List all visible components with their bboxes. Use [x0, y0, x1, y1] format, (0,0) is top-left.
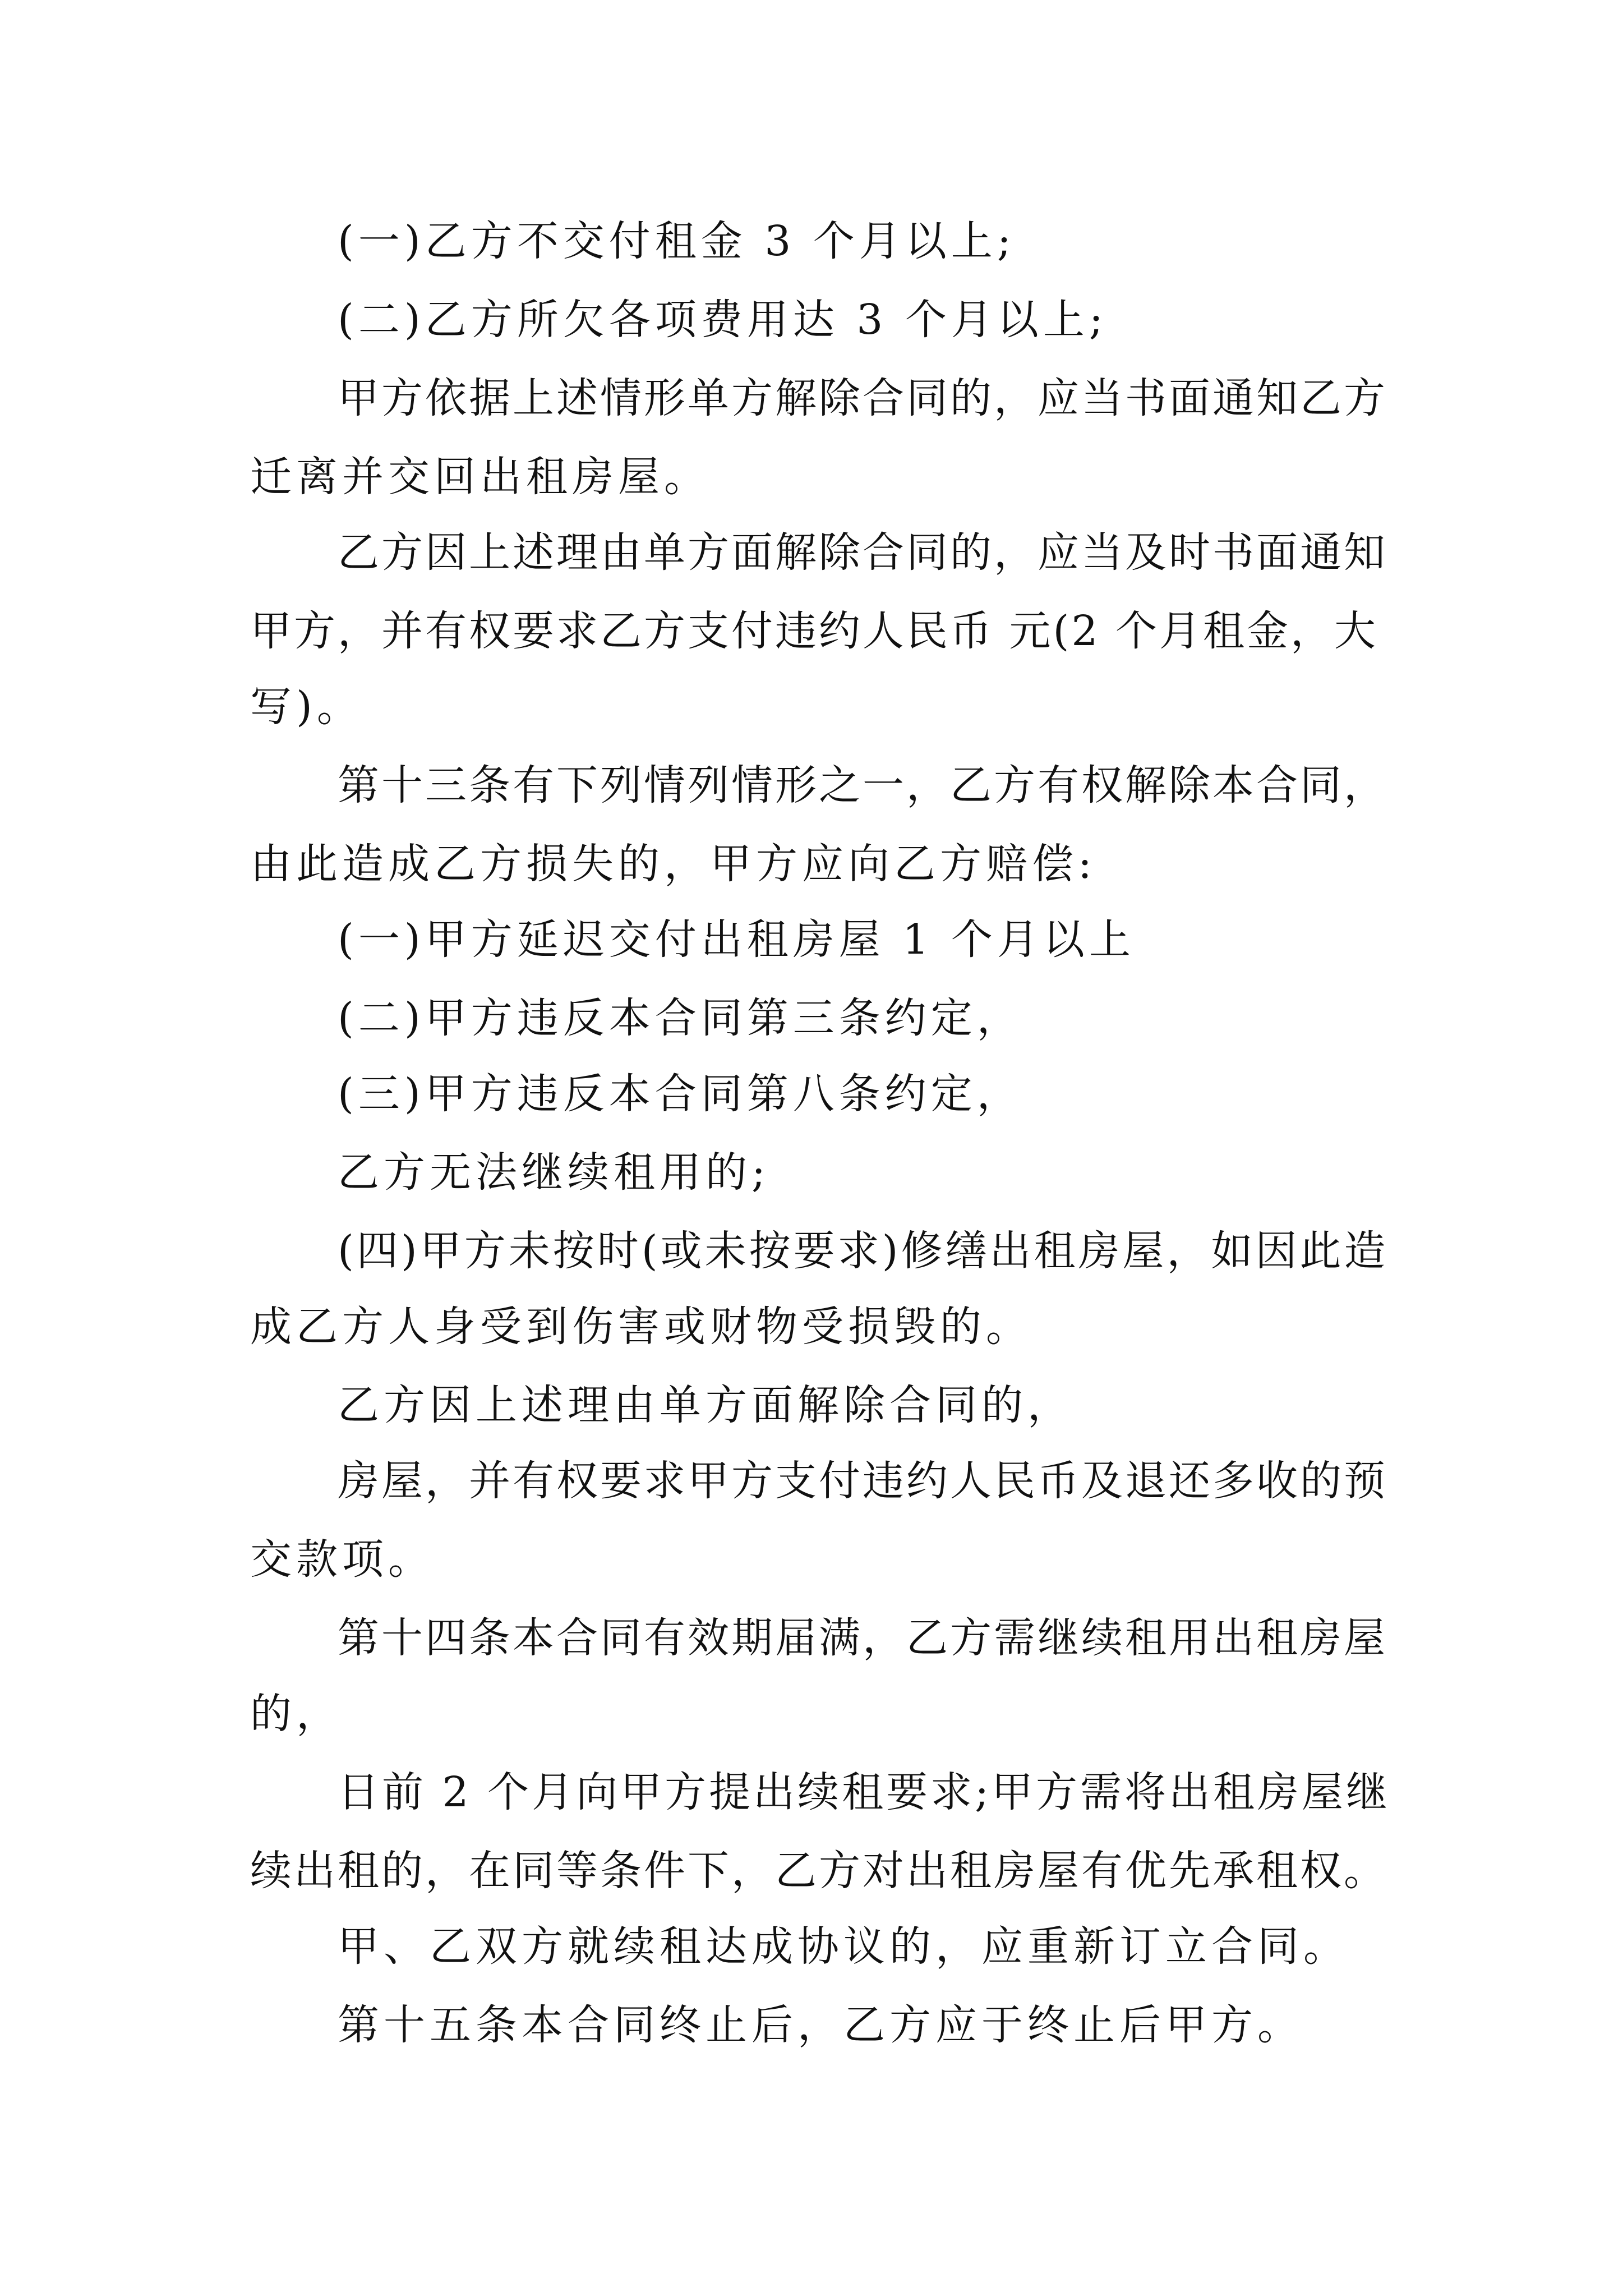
- paragraph-line: 乙方因上述理由单方面解除合同的，应当及时书面通知: [338, 528, 1387, 577]
- paragraph-line: 甲方，并有权要求乙方支付违约人民币 元(2 个月租金，大: [250, 607, 1378, 655]
- paragraph-line: (三)甲方违反本合同第八条约定，: [338, 1070, 1023, 1118]
- paragraph-line: 写)。: [250, 683, 363, 731]
- paragraph-line: (二)甲方违反本合同第三条约定，: [338, 994, 1023, 1042]
- paragraph-line: 房屋，并有权要求甲方支付违约人民币及退还多收的预: [338, 1457, 1387, 1505]
- paragraph-line: 成乙方人身受到伤害或财物受损毁的。: [250, 1303, 1032, 1351]
- paragraph-line: 迁离并交回出租房屋。: [250, 453, 710, 501]
- paragraph-line: 的，: [250, 1690, 342, 1738]
- paragraph-line: 甲方依据上述情形单方解除合同的，应当书面通知乙方: [338, 374, 1387, 422]
- paragraph-line: (二)乙方所欠各项费用达 3 个月以上;: [338, 296, 1108, 344]
- paragraph-line: 续出租的，在同等条件下，乙方对出租房屋有优先承租权。: [250, 1847, 1387, 1895]
- paragraph-line: 日前 2 个月向甲方提出续租要求;甲方需将出租房屋继: [338, 1768, 1391, 1816]
- paragraph-line: 交款项。: [250, 1535, 434, 1584]
- paragraph-line: 第十三条有下列情列情形之一，乙方有权解除本合同，: [338, 761, 1387, 809]
- paragraph-line: (四)甲方未按时(或未按要求)修缮出租房屋，如因此造: [338, 1227, 1389, 1275]
- paragraph-line: 第十五条本合同终止后，乙方应于终止后甲方。: [338, 2001, 1303, 2049]
- paragraph-line: (一)甲方延迟交付出租房屋 1 个月以上: [338, 915, 1135, 964]
- paragraph-line: 甲、乙双方就续租达成协议的，应重新订立合同。: [338, 1922, 1349, 1971]
- paragraph-line: (一)乙方不交付租金 3 个月以上;: [338, 217, 1016, 265]
- paragraph-line: 由此造成乙方损失的，甲方应向乙方赔偿:: [250, 840, 1096, 888]
- paragraph-line: 乙方无法继续租用的;: [338, 1148, 770, 1197]
- paragraph-line: 第十四条本合同有效期届满，乙方需继续租用出租房屋: [338, 1614, 1387, 1662]
- paragraph-line: 乙方因上述理由单方面解除合同的，: [338, 1381, 1073, 1429]
